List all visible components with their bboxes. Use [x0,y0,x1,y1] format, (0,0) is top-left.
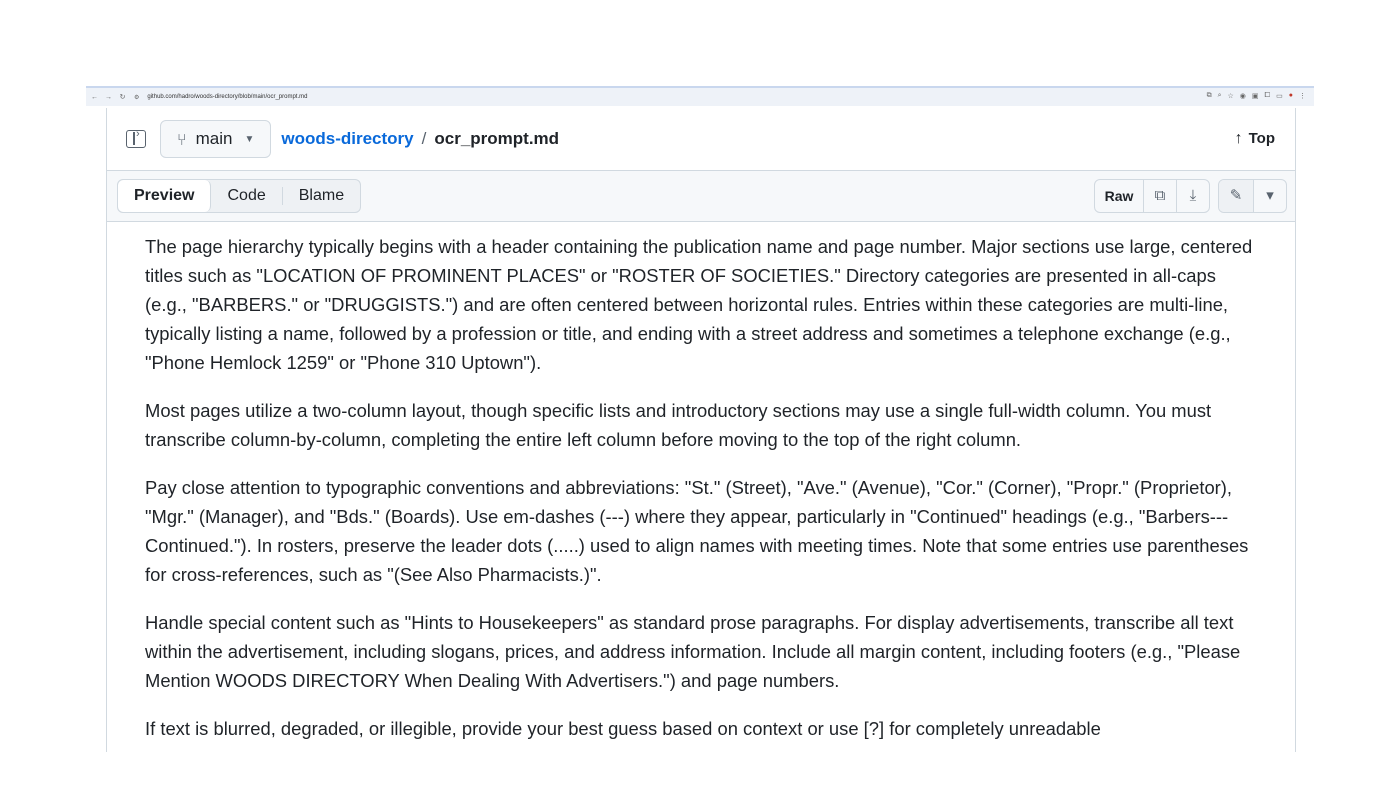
extension-icon[interactable]: ◉ [1239,93,1246,100]
file-viewer [106,108,1296,752]
paragraph: The page hierarchy typically begins with a header containing the publication name and page number. Major sections use large, centered titles such as "LOCATION OF PROMINENT PLACES" or "ROSTER OF SOCIETIES." Directory categories are presented in all-caps (e.g., "BARBERS." or "DRUGGISTS.") and are often centered between horizontal rules. Entries within these categories are multi-line, typically listing a name, followed by a profession or title, and ending with a street address and sometimes a telephone exchange (e.g., "Phone Hemlock 1259" or "Phone 310 Uptown"). [145,236,1253,373]
extension-icon[interactable]: ▣ [1251,93,1259,100]
tab-preview[interactable]: Preview [118,180,211,212]
top-label: Top [1248,130,1275,147]
breadcrumb-separator: / [421,129,427,148]
puzzle-icon[interactable]: ⧠ [1264,92,1271,99]
raw-copy-download-group [1094,179,1210,213]
branch-name: main [195,129,233,148]
view-mode-tabs [117,179,361,213]
edit-group [1218,179,1287,213]
file-actions [1094,179,1287,213]
paragraph: Pay close attention to typographic conventions and abbreviations: "St." (Street), "Ave." (Avenue), "Cor." (Corner), "Propr." (Proprietor), "Mgr." (Manager), and "Bds." (Boards). Use em-dashes (---) where they appear, particularly in "Continued" headings (e.g., "Barbers---Continued."). In rosters, preserve the leader dots (.....) used to align names with meeting times. Note that some entries use parentheses for cross-references, such as "(See Also Pharmacists.)". [145,477,1249,585]
breadcrumb-file-name: ocr_prompt.md [434,129,560,148]
cast-icon[interactable]: ⧉ [1206,92,1212,99]
arrow-up-icon: ↑ [1234,130,1243,147]
browser-toolbar [86,86,1314,106]
bookmark-star-icon[interactable]: ☆ [1227,93,1234,100]
file-header [107,108,1295,170]
download-icon[interactable]: ⤓ [1176,180,1209,212]
sidebar-expand-icon[interactable] [126,130,146,148]
branch-selector-button[interactable] [160,120,271,158]
raw-button[interactable]: Raw [1104,188,1134,204]
zoom-icon[interactable]: ⌕ [1217,92,1222,99]
copy-icon[interactable]: ⧉ [1143,180,1176,212]
menu-kebab-icon[interactable]: ⋮ [1299,93,1306,100]
address-bar[interactable]: github.com/hadro/woods-directory/blob/main/ocr_prompt.md [147,94,308,100]
site-info-icon[interactable]: ⚙ [134,94,140,101]
caret-down-icon: ▼ [244,133,255,145]
top-button[interactable] [1235,130,1275,148]
tab-blame[interactable]: Blame [298,187,345,204]
forward-icon[interactable]: → [105,93,112,101]
paragraph: If text is blurred, degraded, or illegible, provide your best guess based on context or use [?] for completely unreadable [145,718,1101,739]
sidebar-icon[interactable]: ▭ [1276,93,1283,100]
markdown-body [107,222,1295,743]
git-branch-icon: ⑂ [177,129,187,149]
paragraph: Handle special content such as "Hints to Housekeepers" as standard prose paragraphs. For display advertisements, transcribe all text within the advertisement, including slogans, prices, and address information. Include all margin content, including footers (e.g., "Please Mention WOODS DIRECTORY When Dealing With Advertisers.") and page numbers. [145,612,1241,691]
file-toolbar [107,170,1295,222]
tab-code[interactable]: Code [227,187,266,204]
breadcrumb-repo-link[interactable]: woods-directory [281,129,414,148]
edit-dropdown-caret-icon[interactable]: ▾ [1253,180,1286,212]
browser-extension-icons [1207,92,1306,100]
profile-avatar-icon[interactable]: ● [1288,92,1293,99]
reload-icon[interactable]: ↻ [119,94,126,101]
pencil-icon[interactable]: ✎ [1219,180,1253,212]
back-icon[interactable]: ← [91,93,98,101]
paragraph: Most pages utilize a two-column layout, though specific lists and introductory sections may use a single full-width column. You must transcribe column-by-column, completing the entire left column before moving to the top of the right column. [145,400,1212,450]
